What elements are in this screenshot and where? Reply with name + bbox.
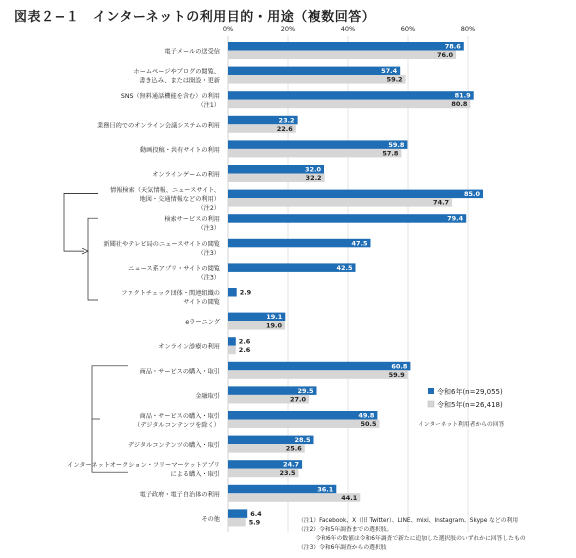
category-label: 地図・交通情報などの利用） (139, 196, 220, 204)
x-tick-label: 20% (280, 25, 296, 33)
bar-reiwa6 (228, 362, 410, 371)
data-label: 59.8 (388, 140, 405, 149)
data-label: 5.9 (248, 518, 261, 527)
footnote: （注1）Facebook、X（旧 Twitter）、LINE、mixi、Instagram、Skype などの利用 (298, 518, 519, 524)
data-label: 60.8 (391, 362, 408, 371)
data-label: 32.0 (304, 165, 321, 174)
data-label: 6.4 (250, 509, 262, 518)
bar-reiwa6 (228, 337, 236, 346)
footnote: （注3）令和6年調査からの選択肢 (298, 545, 387, 551)
data-label: 80.8 (451, 100, 468, 109)
category-label: その他 (201, 515, 220, 523)
category-label: ニュース系アプリ・サイトの閲覧 (128, 265, 220, 273)
data-label: 19.1 (266, 313, 283, 322)
data-label: 42.5 (336, 263, 353, 272)
bar-reiwa5 (228, 420, 380, 429)
category-label: 電子政府・電子自治体の利用 (139, 491, 220, 499)
data-label: 57.8 (382, 149, 399, 158)
bar-reiwa5 (228, 198, 452, 207)
bar-reiwa5 (228, 370, 408, 379)
bar-reiwa6 (228, 411, 377, 420)
category-label: 金融取引 (195, 392, 220, 400)
data-label: 32.2 (305, 174, 322, 182)
category-label: 情報検索（天気情報、ニュースサイト、 (110, 187, 220, 195)
category-label: （注3） (197, 274, 220, 282)
data-label: 57.4 (381, 67, 398, 76)
bar-reiwa6 (228, 239, 371, 248)
bracket-search-outer (64, 194, 98, 252)
category-label: 業務目的でのオンライン会議システムの利用 (97, 122, 220, 130)
bar-reiwa6 (228, 67, 400, 76)
data-label: 50.5 (360, 420, 377, 428)
category-label: （デジタルコンテンツを除く） (134, 422, 220, 429)
data-label: 22.6 (276, 124, 293, 133)
data-label: 2.6 (238, 346, 251, 355)
bar-reiwa5 (228, 149, 401, 158)
category-label: （注3） (197, 225, 220, 233)
data-label: 78.6 (444, 42, 461, 51)
data-label: 47.5 (351, 239, 368, 248)
category-label: （注2） (197, 205, 220, 213)
category-label: （注3） (197, 249, 220, 257)
category-label: インターネットオークション・フリーマーケットアプリ (67, 462, 220, 470)
category-label: サイトの閲覧 (183, 299, 220, 306)
legend-swatch (428, 401, 434, 407)
bracket-search-inner (88, 218, 98, 300)
legend-label: 令和5年(n=26,418) (437, 401, 503, 409)
category-label: 動画投稿・共有サイトの利用 (139, 146, 220, 154)
category-label: eラーニング (185, 319, 220, 327)
category-label: による購入・取引 (170, 471, 220, 479)
data-label: 59.9 (388, 370, 405, 379)
data-label: 29.5 (297, 386, 314, 395)
data-label: 24.7 (283, 460, 300, 469)
footnote: 令和6年の数値は令和6年調査で新たに追加した選択肢のいずれかに回答したもの (298, 536, 526, 542)
x-tick-label: 40% (340, 25, 356, 33)
bar-reiwa6 (228, 91, 474, 100)
category-label: 商品・サービスの購入・取引 (139, 368, 220, 376)
legend-swatch (428, 388, 434, 394)
category-label: 電子メールの送受信 (164, 48, 220, 56)
data-label: 25.6 (285, 444, 302, 453)
bar-reiwa6 (228, 140, 407, 149)
bar-reiwa6 (228, 509, 247, 518)
data-label: 36.1 (317, 485, 334, 494)
x-tick-label: 60% (400, 25, 416, 33)
category-label: （注1） (197, 102, 220, 110)
bar-reiwa5 (228, 518, 246, 527)
x-tick-label: 0% (222, 25, 234, 33)
bar-reiwa5 (228, 100, 470, 109)
category-label: ホームページやブログの閲覧、 (133, 68, 220, 76)
data-label: 59.2 (386, 75, 403, 84)
data-label: 23.5 (279, 469, 296, 478)
category-label: オンライン診療の利用 (158, 343, 220, 351)
data-label: 2.6 (238, 337, 251, 346)
bar-reiwa5 (228, 75, 406, 84)
category-label: 書き込み、または開設・更新 (139, 77, 220, 85)
category-label: 検索サービスの利用 (164, 216, 220, 224)
data-label: 49.8 (358, 411, 375, 420)
data-label: 44.1 (341, 493, 358, 502)
data-label: 74.7 (433, 198, 450, 207)
data-label: 19.0 (265, 321, 282, 330)
bar-reiwa6 (228, 214, 466, 223)
category-label: デジタルコンテンツの購入・取引 (127, 442, 220, 450)
data-label: 23.2 (278, 116, 295, 125)
data-label: 76.0 (436, 51, 453, 59)
data-label: 27.0 (289, 395, 306, 404)
bar-reiwa6 (228, 42, 464, 51)
category-label: オンラインゲームの利用 (152, 171, 220, 179)
category-label: 新聞社やテレビ局のニュースサイトの閲覧 (103, 240, 220, 248)
data-label: 85.0 (463, 190, 480, 199)
legend-label: 令和6年(n=29,055) (437, 388, 503, 396)
footnote: （注2）令和5年調査までの選択肢。 (298, 527, 393, 533)
bar-reiwa6 (228, 288, 237, 297)
data-label: 2.9 (239, 288, 252, 297)
category-label: 商品・サービスの購入・取引 (139, 413, 220, 420)
bar-reiwa6 (228, 190, 483, 199)
data-label: 79.4 (447, 214, 464, 223)
bar-reiwa5 (228, 346, 236, 355)
category-label: ファクトチェック団体・関連組織の (121, 290, 220, 297)
legend-caption: インターネット利用者からの回答 (418, 422, 505, 428)
bar-reiwa5 (228, 51, 456, 60)
chart-title: 図表２−１ インターネットの利用目的・用途（複数回答） (14, 10, 376, 25)
category-label: SNS（無料通話機能を含む）の利用 (120, 93, 220, 101)
data-label: 28.5 (294, 436, 311, 445)
x-tick-label: 80% (460, 25, 476, 33)
data-label: 81.9 (454, 91, 471, 100)
